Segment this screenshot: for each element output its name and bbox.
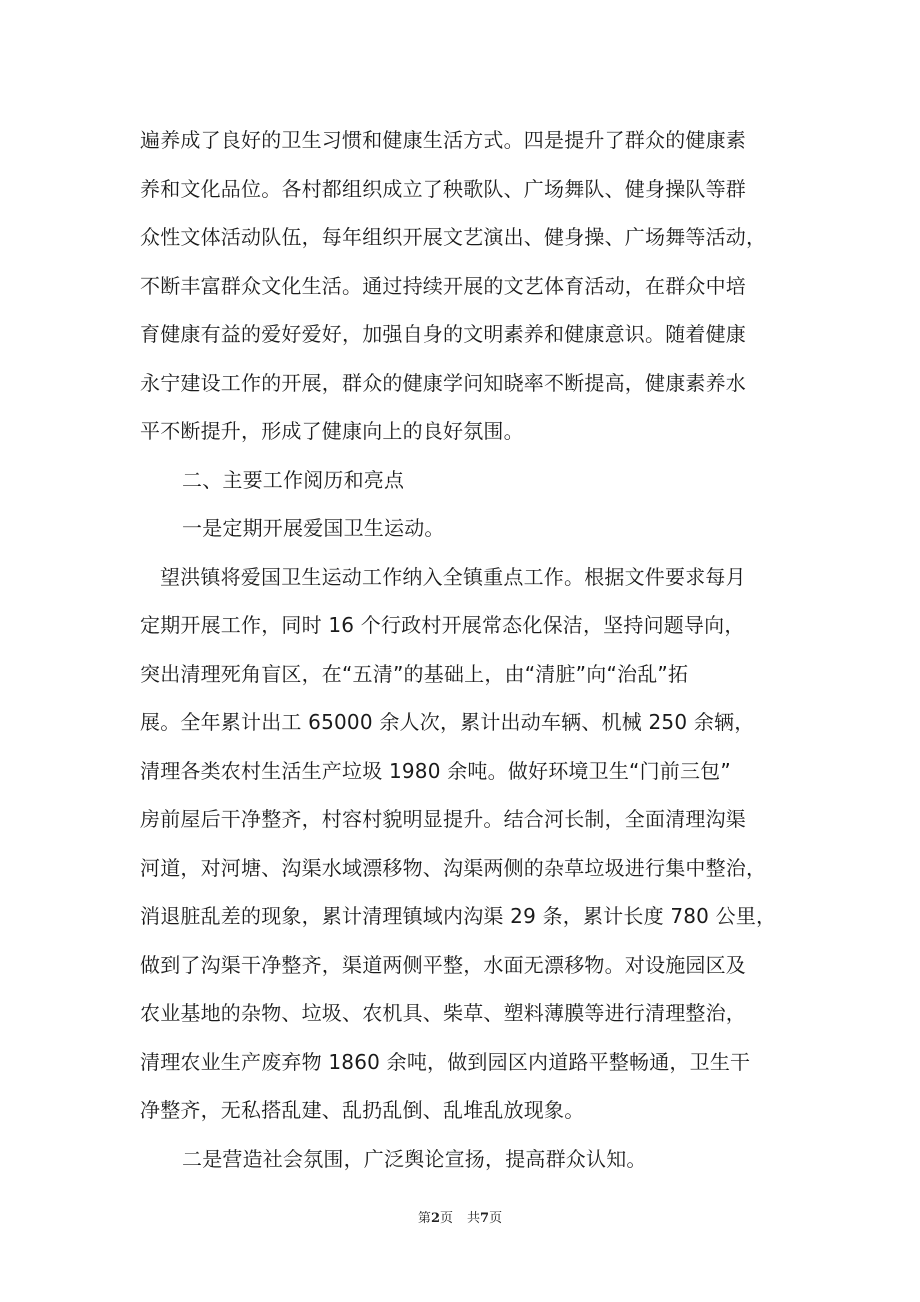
section-heading: 二、主要工作阅历和亮点 [182,467,405,492]
body-line: 清理各类农村生活生产垃圾 1980 余吨。做好环境卫生“门前三包” [140,758,731,783]
body-line: 育健康有益的爱好爱好，加强自身的文明素养和健康意识。随着健康 [140,322,746,346]
body-line: 河道，对河塘、沟渠水域漂移物、沟渠两侧的杂草垃圾进行集中整治， [140,855,767,880]
body-line: 突出清理死角盲区，在“五清”的基础上，由“清脏”向“治乱”拓 [140,661,689,686]
body-line: 房前屋后干净整齐，村容村貌明显提升。结合河长制，全面清理沟渠 [140,807,746,831]
page-footer [0,1207,920,1226]
page-unit: 页 [439,1211,453,1226]
body-line: 定期开展工作，同时 16 个行政村开展常态化保洁，坚持问题导向， [140,613,745,637]
body-line: 清理农业生产废弃物 1860 余吨，做到园区内道路平整畅通，卫生干 [140,1049,751,1074]
body-line: 永宁建设工作的开展，群众的健康学问知晓率不断提高，健康素养水 [140,370,746,395]
page-prefix: 第 [417,1211,431,1226]
subsection-heading: 一是定期开展爱国卫生运动。 [182,516,445,540]
body-line: 做到了沟渠干净整齐，渠道两侧平整，水面无漂移物。对设施园区及 [140,952,746,977]
body-line: 遍养成了良好的卫生习惯和健康生活方式。四是提升了群众的健康素 [140,128,746,152]
subsection-heading: 二是营造社会氛围，广泛舆论宣扬，提高群众认知。 [182,1146,647,1171]
body-line: 不断丰富群众文化生活。通过持续开展的文艺体育活动，在群众中培 [140,273,746,298]
page-number: 2 [430,1211,440,1226]
body-line: 众性文体活动队伍，每年组织开展文艺演出、健身操、广场舞等活动， [140,225,767,249]
body-line: 净整齐，无私搭乱建、乱扔乱倒、乱堆乱放现象。 [140,1098,585,1122]
body-line: 消退脏乱差的现象，累计清理镇域内沟渠 29 条，累计长度 780 公里， [140,904,777,928]
body-line: 养和文化品位。各村都组织成立了秧歌队、广场舞队、健身操队等群 [140,176,746,201]
body-line: 平不断提升，形成了健康向上的良好氛围。 [140,419,524,443]
body-line: 望洪镇将爱国卫生运动工作纳入全镇重点工作。根据文件要求每月 [160,564,746,589]
body-line: 农业基地的杂物、垃圾、农机具、柴草、塑料薄膜等进行清理整治， [140,1001,746,1025]
document-body [140,116,786,1183]
total-pages: 7 [480,1211,490,1226]
total-unit: 页 [489,1211,503,1226]
total-prefix: 共 [467,1211,481,1226]
body-line: 展。全年累计出工 65000 余人次，累计出动车辆、机械 250 余辆， [140,710,755,734]
